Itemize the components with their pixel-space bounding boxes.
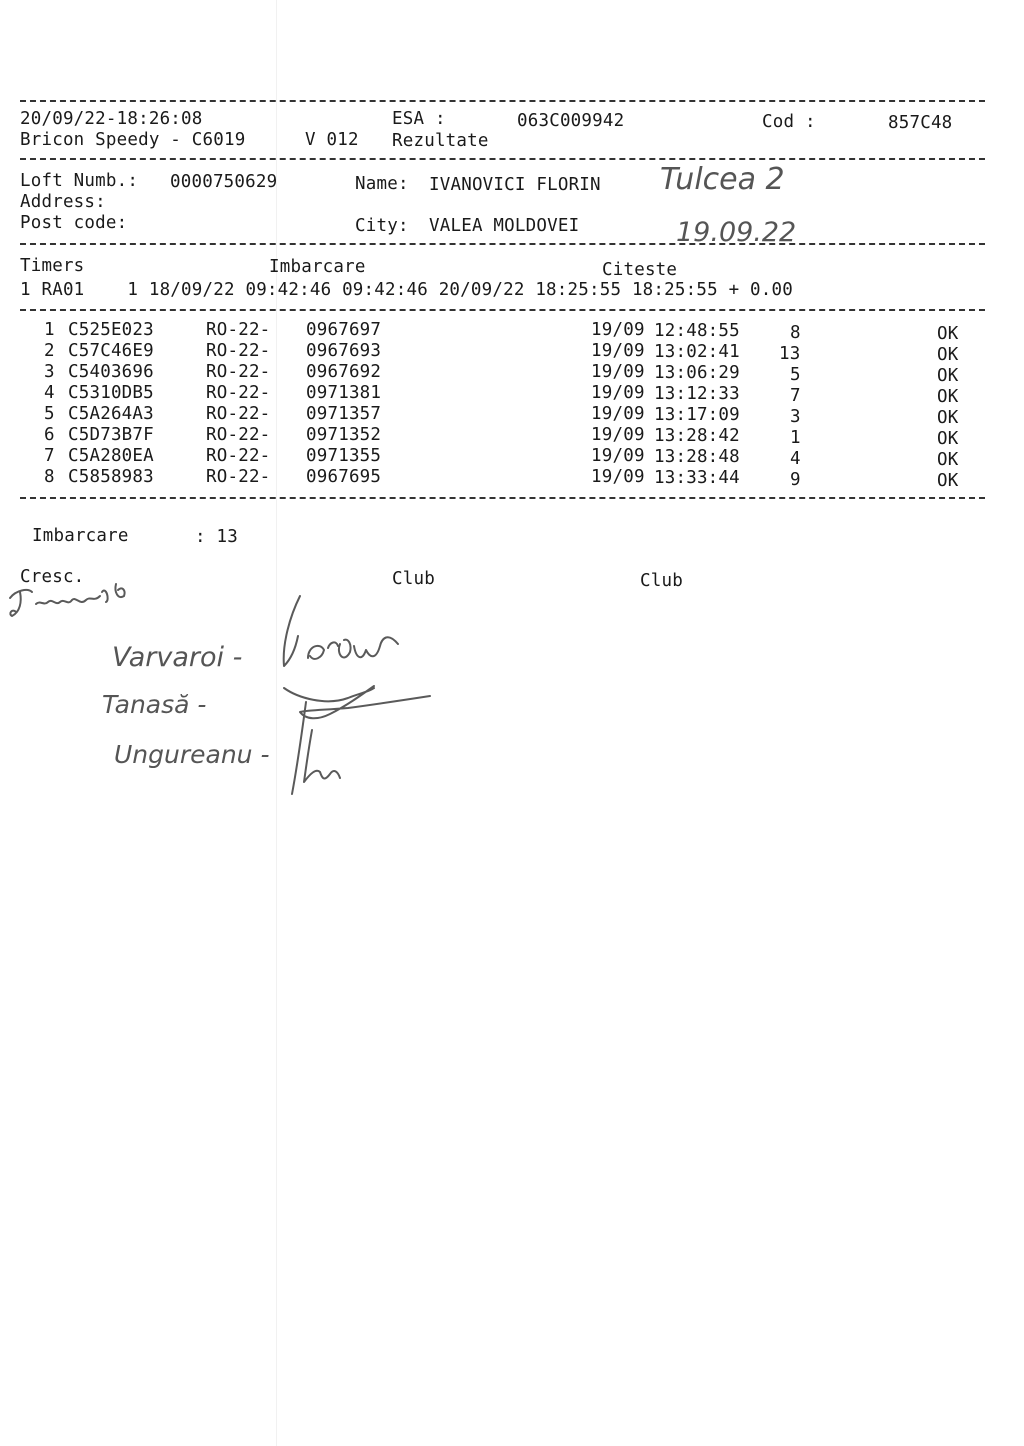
chip-id: C5A280EA bbox=[68, 446, 154, 466]
row-number: 4 bbox=[44, 383, 55, 403]
chip-id: C525E023 bbox=[68, 320, 154, 340]
device-name: Bricon Speedy - C6019 bbox=[20, 130, 246, 150]
club-member-signatures bbox=[278, 592, 438, 802]
position: 4 bbox=[790, 449, 801, 469]
status: OK bbox=[937, 450, 959, 470]
chip-id: C5403696 bbox=[68, 362, 154, 382]
handwritten-race-date: 19.09.22 bbox=[676, 217, 797, 248]
arrival-date: 19/09 bbox=[591, 341, 645, 361]
row-number: 2 bbox=[44, 341, 55, 361]
summary-imbarcare-label: Imbarcare bbox=[32, 526, 129, 546]
timers-label: Timers bbox=[20, 256, 85, 276]
cod-label: Cod : bbox=[762, 112, 816, 132]
arrival-date: 19/09 bbox=[591, 467, 645, 487]
row-number: 3 bbox=[44, 362, 55, 382]
ring-number: 0967692 bbox=[306, 362, 382, 382]
name-value: IVANOVICI FLORIN bbox=[429, 175, 601, 195]
position: 13 bbox=[779, 344, 801, 364]
row-number: 5 bbox=[44, 404, 55, 424]
ring-number: 0967693 bbox=[306, 341, 382, 361]
chip-id: C5858983 bbox=[68, 467, 154, 487]
chip-id: C57C46E9 bbox=[68, 341, 154, 361]
row-number: 8 bbox=[44, 467, 55, 487]
separator-top bbox=[20, 100, 985, 102]
document-type: Rezultate bbox=[392, 131, 489, 151]
club-label-1: Club bbox=[392, 569, 435, 589]
arrival-time: 13:12:33 bbox=[654, 384, 740, 404]
status: OK bbox=[937, 366, 959, 386]
separator-header bbox=[20, 158, 985, 160]
ring-number: 0971355 bbox=[306, 446, 382, 466]
esa-label: ESA : bbox=[392, 109, 446, 129]
timers-imbarcare-label: Imbarcare bbox=[269, 257, 366, 277]
ring-number: 0971357 bbox=[306, 404, 382, 424]
separator-timers bbox=[20, 309, 985, 311]
handwritten-race-name: Tulcea 2 bbox=[660, 162, 785, 197]
city-value: VALEA MOLDOVEI bbox=[429, 216, 580, 236]
arrival-time: 13:06:29 bbox=[654, 363, 740, 383]
arrival-time: 13:17:09 bbox=[654, 405, 740, 425]
position: 3 bbox=[790, 407, 801, 427]
ring-number: 0967695 bbox=[306, 467, 382, 487]
loft-numb-label: Loft Numb.: bbox=[20, 171, 139, 191]
arrival-date: 19/09 bbox=[591, 425, 645, 445]
arrival-time: 12:48:55 bbox=[654, 321, 740, 341]
row-number: 6 bbox=[44, 425, 55, 445]
esa-value: 063C009942 bbox=[517, 111, 625, 131]
cod-value: 857C48 bbox=[888, 113, 953, 133]
firmware-version: V 012 bbox=[305, 130, 359, 150]
loft-numb-value: 0000750629 bbox=[170, 172, 278, 192]
status: OK bbox=[937, 471, 959, 491]
arrival-date: 19/09 bbox=[591, 404, 645, 424]
summary-imbarcare-value: : 13 bbox=[195, 527, 238, 547]
handwritten-name-tanasa: Tanasă - bbox=[102, 690, 207, 719]
cresc-label: Cresc. bbox=[20, 567, 85, 587]
position: 5 bbox=[790, 365, 801, 385]
ring-number: 0971381 bbox=[306, 383, 382, 403]
club-label-2: Club bbox=[640, 571, 683, 591]
separator-loft bbox=[20, 243, 985, 245]
ring-number: 0971352 bbox=[306, 425, 382, 445]
arrival-time: 13:33:44 bbox=[654, 468, 740, 488]
arrival-date: 19/09 bbox=[591, 446, 645, 466]
arrival-date: 19/09 bbox=[591, 362, 645, 382]
arrival-time: 13:28:42 bbox=[654, 426, 740, 446]
timers-citeste-label: Citeste bbox=[602, 260, 678, 280]
position: 7 bbox=[790, 386, 801, 406]
chip-id: C5D73B7F bbox=[68, 425, 154, 445]
chip-id: C5A264A3 bbox=[68, 404, 154, 424]
row-number: 1 bbox=[44, 320, 55, 340]
row-number: 7 bbox=[44, 446, 55, 466]
timer-row: 1 RA01 1 18/09/22 09:42:46 09:42:46 20/09/22 18:25:55 18:25:55 + 0.00 bbox=[20, 280, 793, 300]
header-datetime: 20/09/22-18:26:08 bbox=[20, 109, 203, 129]
position: 8 bbox=[790, 323, 801, 343]
arrival-date: 19/09 bbox=[591, 320, 645, 340]
chip-id: C5310DB5 bbox=[68, 383, 154, 403]
postcode-label: Post code: bbox=[20, 213, 128, 233]
arrival-date: 19/09 bbox=[591, 383, 645, 403]
ring-prefix: RO-22- bbox=[206, 362, 271, 382]
ring-prefix: RO-22- bbox=[206, 425, 271, 445]
arrival-time: 13:02:41 bbox=[654, 342, 740, 362]
status: OK bbox=[937, 345, 959, 365]
ring-prefix: RO-22- bbox=[206, 320, 271, 340]
ring-prefix: RO-22- bbox=[206, 341, 271, 361]
city-label: City: bbox=[355, 216, 409, 236]
ring-prefix: RO-22- bbox=[206, 383, 271, 403]
separator-results bbox=[20, 497, 985, 499]
handwritten-name-ungureanu: Ungureanu - bbox=[114, 740, 270, 769]
status: OK bbox=[937, 408, 959, 428]
arrival-time: 13:28:48 bbox=[654, 447, 740, 467]
name-label: Name: bbox=[355, 174, 409, 194]
status: OK bbox=[937, 324, 959, 344]
ring-prefix: RO-22- bbox=[206, 467, 271, 487]
status: OK bbox=[937, 429, 959, 449]
position: 9 bbox=[790, 470, 801, 490]
ring-prefix: RO-22- bbox=[206, 404, 271, 424]
ring-prefix: RO-22- bbox=[206, 446, 271, 466]
address-label: Address: bbox=[20, 192, 106, 212]
paper-fold-line bbox=[276, 0, 277, 1446]
status: OK bbox=[937, 387, 959, 407]
cresc-signature bbox=[6, 578, 136, 623]
position: 1 bbox=[790, 428, 801, 448]
ring-number: 0967697 bbox=[306, 320, 382, 340]
handwritten-name-varvaroi: Varvaroi - bbox=[112, 642, 243, 673]
